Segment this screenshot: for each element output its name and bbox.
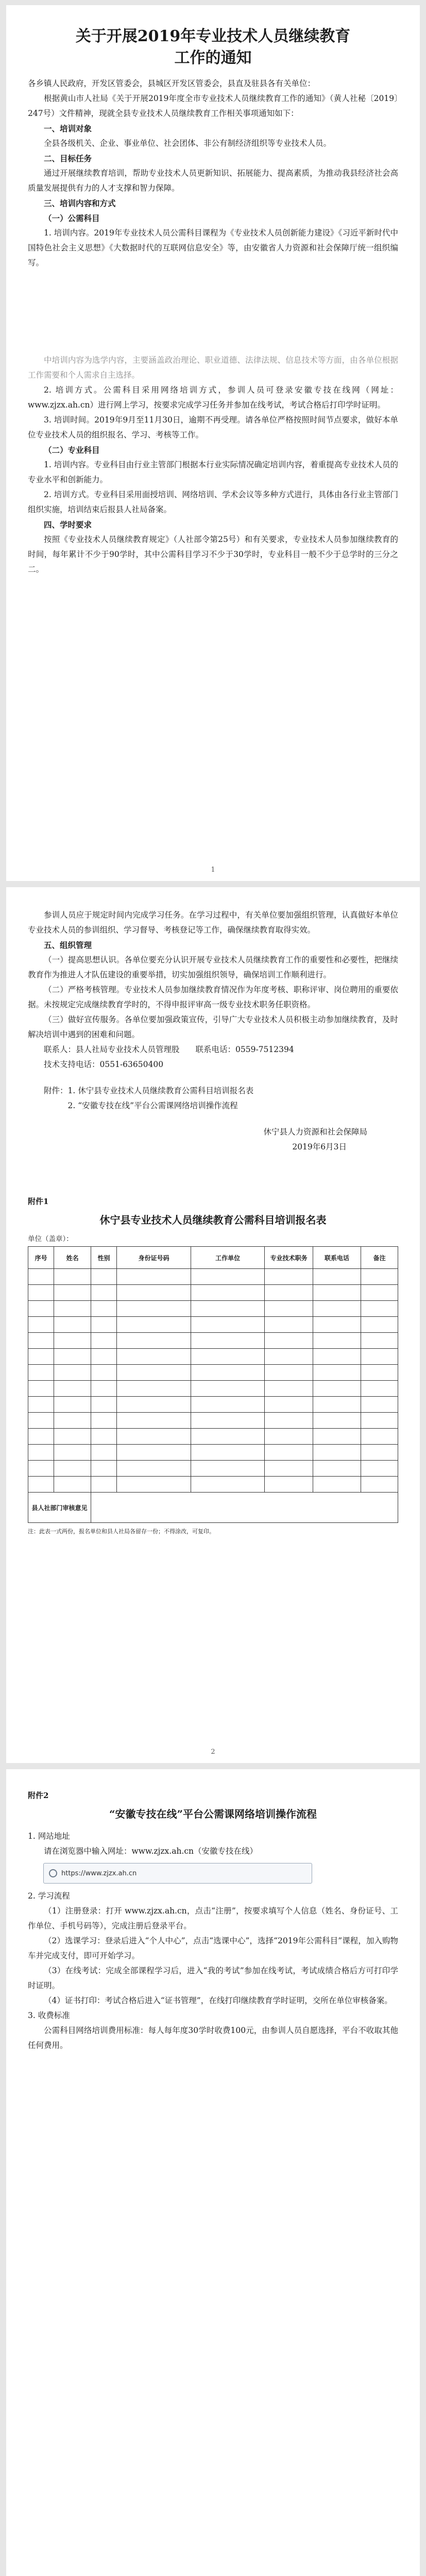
notice-title — [28, 26, 398, 69]
table-cell — [361, 1301, 398, 1317]
document-page-3 — [6, 1769, 420, 2576]
table-row — [28, 1333, 398, 1349]
professional-courses-text-2: 2. 培训方式。专业科目采用面授培训、网络培训、学术会议等多种方式进行，具体由各行业主管部门组织实施，培训结束后报县人社局备案。 — [28, 490, 398, 514]
table-body — [28, 1269, 398, 1523]
table-cell — [91, 1333, 117, 1349]
table-cell — [117, 1285, 191, 1301]
table-cell — [91, 1381, 117, 1397]
table-cell — [117, 1365, 191, 1381]
table-cell — [313, 1381, 361, 1397]
table-cell — [54, 1301, 91, 1317]
table-cell — [191, 1333, 265, 1349]
table-cell — [28, 1429, 54, 1445]
table-row — [28, 1445, 398, 1461]
attachment-2-label: 附件2 — [28, 1791, 49, 1800]
table-cell — [117, 1461, 191, 1477]
flow-title: “安徽专技在线”平台公需课网络培训操作流程 — [109, 1808, 317, 1820]
table-cell — [265, 1397, 313, 1413]
table-cell — [313, 1397, 361, 1413]
step-1-heading: 1. 网站地址 — [28, 1832, 70, 1841]
table-cell — [28, 1397, 54, 1413]
table-cell — [313, 1333, 361, 1349]
table-cell — [361, 1429, 398, 1445]
step-2-exam: （3）在线考试：完成全部课程学习后，进入“我的考试”参加在线考试，考试成绩合格后方可打印学时证明。 — [28, 1966, 398, 1990]
signature-row-label: 县人社部门审核意见 — [28, 1493, 91, 1523]
table-cell — [313, 1269, 361, 1285]
table-cell — [54, 1413, 91, 1429]
organization-text-1: （一）提高思想认识。各单位要充分认识开展专业技术人员继续教育工作的重要性和必要性，把继续教育作为推进人才队伍建设的重要举措，切实加强组织领导，确保培训工作顺利进行。 — [28, 955, 398, 979]
table-cell — [265, 1413, 313, 1429]
table-cell — [191, 1317, 265, 1333]
table-cell — [313, 1477, 361, 1493]
globe-icon — [49, 1869, 57, 1877]
table-cell — [28, 1269, 54, 1285]
table-cell — [54, 1397, 91, 1413]
table-cell — [361, 1397, 398, 1413]
subheading-public-courses: （一）公需科目 — [44, 213, 100, 223]
table-cell — [265, 1477, 313, 1493]
issue-date: 2019年6月3日 — [292, 1142, 347, 1151]
table-cell — [191, 1269, 265, 1285]
table-cell — [54, 1285, 91, 1301]
professional-courses-text-1: 1. 培训内容。专业科目由行业主管部门根据本行业实际情况确定培训内容，着重提高专业技术人员的专业水平和创新能力。 — [28, 460, 398, 484]
public-courses-text-2: 2. 培训方式。公需科目采用网络培训方式，参训人员可登录安徽专技在线网（网址：www.zjzx.ah.cn）进行网上学习，按要求完成学习任务并参加在线考试，考试合格后打印学时证明。 — [28, 385, 398, 410]
table-header-cell: 备注 — [361, 1247, 398, 1269]
table-header-cell: 姓名 — [54, 1247, 91, 1269]
page-number: 2 — [211, 1748, 215, 1756]
table-cell — [117, 1429, 191, 1445]
table-cell — [265, 1381, 313, 1397]
table-cell — [54, 1365, 91, 1381]
table-cell — [361, 1333, 398, 1349]
section-heading-hours: 四、学时要求 — [44, 520, 92, 530]
table-cell — [191, 1285, 265, 1301]
table-cell — [54, 1445, 91, 1461]
table-cell — [91, 1317, 117, 1333]
table-header-cell: 序号 — [28, 1247, 54, 1269]
table-cell — [28, 1301, 54, 1317]
hours-requirement-text: 按照《专业技术人员继续教育规定》（人社部令第25号）和有关要求，专业技术人员参加继续教育的时间，每年累计不少于90学时，其中公需科目学习不少于30学时，专业科目一般不少于总学时的三分之二。 — [28, 535, 398, 574]
table-cell — [313, 1349, 361, 1365]
table-cell — [117, 1317, 191, 1333]
table-cell — [91, 1269, 117, 1285]
table-cell — [265, 1429, 313, 1445]
table-cell — [91, 1477, 117, 1493]
title-line-1: 关于开展2019年专业技术人员继续教育 — [75, 27, 351, 45]
table-cell — [191, 1301, 265, 1317]
table-cell — [91, 1397, 117, 1413]
table-cell — [28, 1365, 54, 1381]
section-heading-content: 三、培训内容和方式 — [44, 198, 116, 208]
step-2-certificate: （4）证书打印：考试合格后进入“证书管理”，在线打印继续教育学时证明，交所在单位审核备案。 — [44, 1996, 393, 2005]
attachment-list-1: 附件：1. 休宁县专业技术人员继续教育公需科目培训报名表 — [44, 1086, 254, 1095]
table-header-row — [28, 1247, 398, 1269]
table-cell — [117, 1413, 191, 1429]
table-cell — [313, 1413, 361, 1429]
table-cell — [91, 1301, 117, 1317]
table-cell — [117, 1333, 191, 1349]
table-cell — [191, 1445, 265, 1461]
table-row — [28, 1429, 398, 1445]
table-cell — [313, 1429, 361, 1445]
section-heading-organization: 五、组织管理 — [44, 940, 92, 950]
step-3-heading: 3. 收费标准 — [28, 2011, 70, 2020]
table-cell — [191, 1477, 265, 1493]
table-cell — [361, 1285, 398, 1301]
table-cell — [313, 1285, 361, 1301]
table-row — [28, 1317, 398, 1333]
table-cell — [54, 1461, 91, 1477]
table-cell — [191, 1365, 265, 1381]
organization-text-2: （二）严格考核管理。专业技术人员参加继续教育情况作为年度考核、职称评审、岗位聘用的重要依据。未按规定完成继续教育学时的，不得申报评审高一级专业技术职务任职资格。 — [28, 985, 398, 1009]
table-cell — [361, 1445, 398, 1461]
table-cell — [313, 1301, 361, 1317]
table-cell — [265, 1461, 313, 1477]
table-cell — [265, 1285, 313, 1301]
table-cell — [28, 1445, 54, 1461]
table-cell — [117, 1301, 191, 1317]
table-cell — [265, 1445, 313, 1461]
tech-support-info: 技术支持电话：0551-63650400 — [44, 1060, 164, 1069]
registration-table-title: 休宁县专业技术人员继续教育公需科目培训报名表 — [99, 1214, 327, 1226]
section-heading-goals: 二、目标任务 — [44, 154, 92, 163]
page-3-content — [28, 1790, 398, 2053]
table-row — [28, 1381, 398, 1397]
public-courses-text-3: 3. 培训时间。2019年9月至11月30日，逾期不再受理。请各单位严格按照时间节点要求，做好本单位专业技术人员的组织报名、学习、考核等工作。 — [28, 415, 398, 439]
table-cell — [54, 1429, 91, 1445]
intro-paragraph: 根据黄山市人社局《关于开展2019年度全市专业技术人员继续教育工作的通知》（黄人社秘〔2019〕247号）文件精神，现就全县专业技术人员继续教育工作相关事项通知如下： — [28, 94, 398, 118]
title-line-2: 工作的通知 — [174, 49, 252, 67]
table-cell — [361, 1269, 398, 1285]
table-cell — [265, 1349, 313, 1365]
table-cell — [265, 1269, 313, 1285]
attachment-1-label: 附件1 — [28, 1197, 49, 1206]
table-cell — [191, 1429, 265, 1445]
table-cell — [265, 1301, 313, 1317]
table-cell — [191, 1349, 265, 1365]
table-cell — [28, 1349, 54, 1365]
table-cell — [361, 1349, 398, 1365]
registration-table — [28, 1246, 398, 1523]
notice-body-continued: 参训人员应于规定时间内完成学习任务。在学习过程中，有关单位要加强组织管理，认真做好本单位专业技术人员的参训组织、学习督导、考核登记等工作，确保继续教育取得实效。 — [28, 910, 398, 935]
table-cell — [28, 1381, 54, 1397]
issuer: 休宁县人力资源和社会保障局 — [263, 1127, 367, 1137]
public-courses-text-faded: 中培训内容为选学内容，主要涵盖政治理论、职业道德、法律法规、信息技术等方面，由各单位根据工作需要和个人需求自主选择。 — [28, 355, 398, 380]
table-cell — [191, 1397, 265, 1413]
table-cell — [265, 1365, 313, 1381]
table-row — [28, 1461, 398, 1477]
table-cell — [28, 1461, 54, 1477]
table-cell — [265, 1333, 313, 1349]
table-cell — [313, 1445, 361, 1461]
document-page-2 — [6, 887, 420, 1763]
table-cell — [91, 1349, 117, 1365]
step-1-text: 请在浏览器中输入网址：www.zjzx.ah.cn（安徽专技在线） — [44, 1846, 258, 1856]
step-2-select-course: （2）选课学习：登录后进入“个人中心”，点击“选课中心”，选择“2019年公需科目”课程，加入购物车并完成支付，即可开始学习。 — [28, 1936, 398, 1960]
table-cell — [117, 1397, 191, 1413]
subheading-professional-courses: （二）专业科目 — [44, 445, 100, 455]
table-cell — [265, 1317, 313, 1333]
browser-address-bar — [43, 1863, 312, 1884]
table-cell — [91, 1413, 117, 1429]
step-2-heading: 2. 学习流程 — [28, 1891, 70, 1901]
table-row — [28, 1365, 398, 1381]
table-row — [28, 1349, 398, 1365]
table-note: 注：此表一式两份，报名单位和县人社局各留存一份；不得涂改，可复印。 — [28, 1528, 215, 1535]
attachment-list-2: 2. “安徽专技在线”平台公需课网络培训操作流程 — [67, 1101, 238, 1110]
page-number: 1 — [211, 866, 215, 874]
table-row — [28, 1397, 398, 1413]
table-header-cell: 联系电话 — [313, 1247, 361, 1269]
document-page-1 — [6, 5, 420, 881]
table-signature-row — [28, 1493, 398, 1523]
table-cell — [91, 1285, 117, 1301]
section-heading-objects: 一、培训对象 — [44, 124, 92, 133]
table-cell — [54, 1477, 91, 1493]
table-cell — [54, 1333, 91, 1349]
goals-text: 通过开展继续教育培训，帮助专业技术人员更新知识、拓展能力、提高素质，为推动我县经济社会高质量发展提供有力的人才支撑和智力保障。 — [28, 168, 398, 193]
table-cell — [191, 1381, 265, 1397]
table-cell — [28, 1413, 54, 1429]
table-header-cell: 身份证号码 — [117, 1247, 191, 1269]
table-header-cell: 工作单位 — [191, 1247, 265, 1269]
table-cell — [361, 1461, 398, 1477]
table-cell — [117, 1349, 191, 1365]
public-courses-text-1: 1. 培训内容。2019年专业技术人员公需科目课程为《专业技术人员创新能力建设》《习近平新时代中国特色社会主义思想》《大数据时代的互联网信息安全》等，由安徽省人力资源和社会保障厅统一组织编写。 — [28, 228, 398, 267]
table-row — [28, 1285, 398, 1301]
table-cell — [361, 1413, 398, 1429]
table-cell — [54, 1269, 91, 1285]
table-cell — [361, 1381, 398, 1397]
step-3-text: 公需科目网络培训费用标准：每人每年度30学时收费100元，由参训人员自愿选择，平台不收取其他任何费用。 — [28, 2026, 398, 2050]
table-cell — [313, 1317, 361, 1333]
address-url: https://www.zjzx.ah.cn — [61, 1869, 137, 1877]
table-cell — [117, 1381, 191, 1397]
table-cell — [361, 1317, 398, 1333]
table-cell — [28, 1285, 54, 1301]
table-cell — [117, 1477, 191, 1493]
organization-text-3: （三）做好宣传服务。各单位要加强政策宣传，引导广大专业技术人员积极主动参加继续教育，及时解决培训中遇到的困难和问题。 — [28, 1015, 398, 1039]
table-cell — [91, 1429, 117, 1445]
table-row — [28, 1269, 398, 1285]
page-1-content — [28, 26, 398, 577]
table-cell — [361, 1365, 398, 1381]
table-cell — [361, 1477, 398, 1493]
table-cell — [191, 1461, 265, 1477]
objects-text: 全县各级机关、企业、事业单位、社会团体、非公有制经济组织等专业技术人员。 — [44, 139, 332, 148]
table-cell — [28, 1317, 54, 1333]
table-row — [28, 1301, 398, 1317]
page-2-content — [28, 908, 398, 1542]
table-cell — [313, 1461, 361, 1477]
table-row — [28, 1477, 398, 1493]
table-cell — [28, 1477, 54, 1493]
table-cell — [54, 1381, 91, 1397]
table-header-cell: 专业技术职务 — [265, 1247, 313, 1269]
table-cell — [54, 1349, 91, 1365]
table-cell — [313, 1365, 361, 1381]
table-cell — [191, 1413, 265, 1429]
table-cell — [117, 1269, 191, 1285]
table-cell — [91, 1445, 117, 1461]
salutation: 各乡镇人民政府，开发区管委会，县城区开发区管委会，县直及驻县各有关单位： — [28, 79, 316, 88]
table-header-cell: 性别 — [91, 1247, 117, 1269]
table-cell — [91, 1365, 117, 1381]
table-cell — [117, 1445, 191, 1461]
table-row — [28, 1413, 398, 1429]
unit-seal-label: 单位（盖章）： — [28, 1235, 73, 1243]
signature-row-field — [91, 1493, 398, 1523]
table-cell — [28, 1333, 54, 1349]
table-cell — [54, 1317, 91, 1333]
contact-info: 联系人：县人社局专业技术人员管理股 联系电话：0559-7512394 — [44, 1045, 294, 1054]
step-2-register: （1）注册登录：打开 www.zjzx.ah.cn，点击“注册”，按要求填写个人信息（姓名、身份证号、工作单位、手机号码等），完成注册后登录平台。 — [28, 1906, 398, 1930]
table-cell — [91, 1461, 117, 1477]
